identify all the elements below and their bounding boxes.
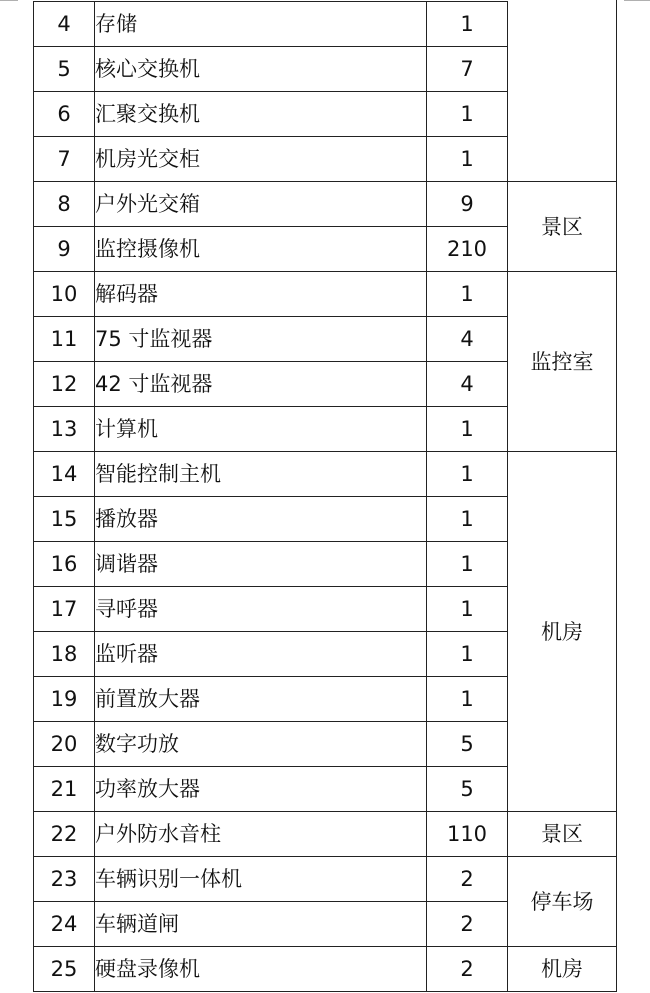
row-number: 24: [34, 902, 95, 947]
equipment-name: 75 寸监视器: [95, 317, 427, 362]
location-machine-room: 机房: [508, 452, 617, 812]
table-row: [34, 947, 617, 992]
row-number: 21: [34, 767, 95, 812]
row-number: 12: [34, 362, 95, 407]
row-number: 10: [34, 272, 95, 317]
table-row: [34, 182, 617, 227]
equipment-quantity: 4: [427, 362, 508, 407]
row-number: 19: [34, 677, 95, 722]
row-number: 4: [34, 2, 95, 47]
equipment-quantity: 1: [427, 137, 508, 182]
equipment-quantity: 110: [427, 812, 508, 857]
equipment-name: 解码器: [95, 272, 427, 317]
location-parking-lot: 停车场: [508, 857, 617, 947]
equipment-quantity: 7: [427, 47, 508, 92]
table-row: [34, 812, 617, 857]
equipment-quantity: 1: [427, 497, 508, 542]
location-cell-empty: [508, 2, 617, 182]
equipment-quantity: 4: [427, 317, 508, 362]
equipment-name: 调谐器: [95, 542, 427, 587]
table-row: [34, 2, 617, 47]
equipment-quantity: 2: [427, 857, 508, 902]
row-number: 9: [34, 227, 95, 272]
location-scenic-area: 景区: [508, 182, 617, 272]
row-number: 18: [34, 632, 95, 677]
equipment-quantity: 2: [427, 947, 508, 992]
equipment-quantity: 1: [427, 92, 508, 137]
page-corner-mark-right: [624, 0, 650, 1]
equipment-name: 户外光交箱: [95, 182, 427, 227]
row-number: 14: [34, 452, 95, 497]
row-number: 15: [34, 497, 95, 542]
equipment-quantity: 210: [427, 227, 508, 272]
equipment-name: 智能控制主机: [95, 452, 427, 497]
equipment-name: 核心交换机: [95, 47, 427, 92]
equipment-name: 车辆识别一体机: [95, 857, 427, 902]
equipment-quantity: 1: [427, 272, 508, 317]
equipment-quantity: 1: [427, 407, 508, 452]
row-number: 20: [34, 722, 95, 767]
equipment-quantity: 1: [427, 452, 508, 497]
row-number: 22: [34, 812, 95, 857]
equipment-quantity: 5: [427, 722, 508, 767]
equipment-quantity: 1: [427, 2, 508, 47]
equipment-name: 功率放大器: [95, 767, 427, 812]
equipment-name: 机房光交柜: [95, 137, 427, 182]
equipment-name: 监听器: [95, 632, 427, 677]
table-row: [34, 272, 617, 317]
equipment-name: 计算机: [95, 407, 427, 452]
equipment-quantity: 2: [427, 902, 508, 947]
row-number: 13: [34, 407, 95, 452]
equipment-name: 车辆道闸: [95, 902, 427, 947]
location-scenic-area: 景区: [508, 812, 617, 857]
equipment-quantity: 1: [427, 587, 508, 632]
row-number: 16: [34, 542, 95, 587]
row-number: 17: [34, 587, 95, 632]
location-machine-room: 机房: [508, 947, 617, 992]
row-number: 8: [34, 182, 95, 227]
equipment-name: 存储: [95, 2, 427, 47]
equipment-name: 数字功放: [95, 722, 427, 767]
row-number: 6: [34, 92, 95, 137]
row-number: 5: [34, 47, 95, 92]
equipment-name: 寻呼器: [95, 587, 427, 632]
location-monitor-room: 监控室: [508, 272, 617, 452]
equipment-name: 汇聚交换机: [95, 92, 427, 137]
equipment-quantity: 1: [427, 542, 508, 587]
row-number: 25: [34, 947, 95, 992]
equipment-quantity: 1: [427, 677, 508, 722]
equipment-name: 硬盘录像机: [95, 947, 427, 992]
equipment-table: [33, 1, 617, 992]
row-number: 11: [34, 317, 95, 362]
page-corner-mark-left: [0, 0, 18, 1]
equipment-name: 户外防水音柱: [95, 812, 427, 857]
equipment-name: 前置放大器: [95, 677, 427, 722]
equipment-quantity: 9: [427, 182, 508, 227]
equipment-name: 42 寸监视器: [95, 362, 427, 407]
equipment-quantity: 1: [427, 632, 508, 677]
equipment-name: 监控摄像机: [95, 227, 427, 272]
row-number: 7: [34, 137, 95, 182]
table-row: [34, 857, 617, 902]
table-row: [34, 452, 617, 497]
row-number: 23: [34, 857, 95, 902]
equipment-name: 播放器: [95, 497, 427, 542]
equipment-quantity: 5: [427, 767, 508, 812]
